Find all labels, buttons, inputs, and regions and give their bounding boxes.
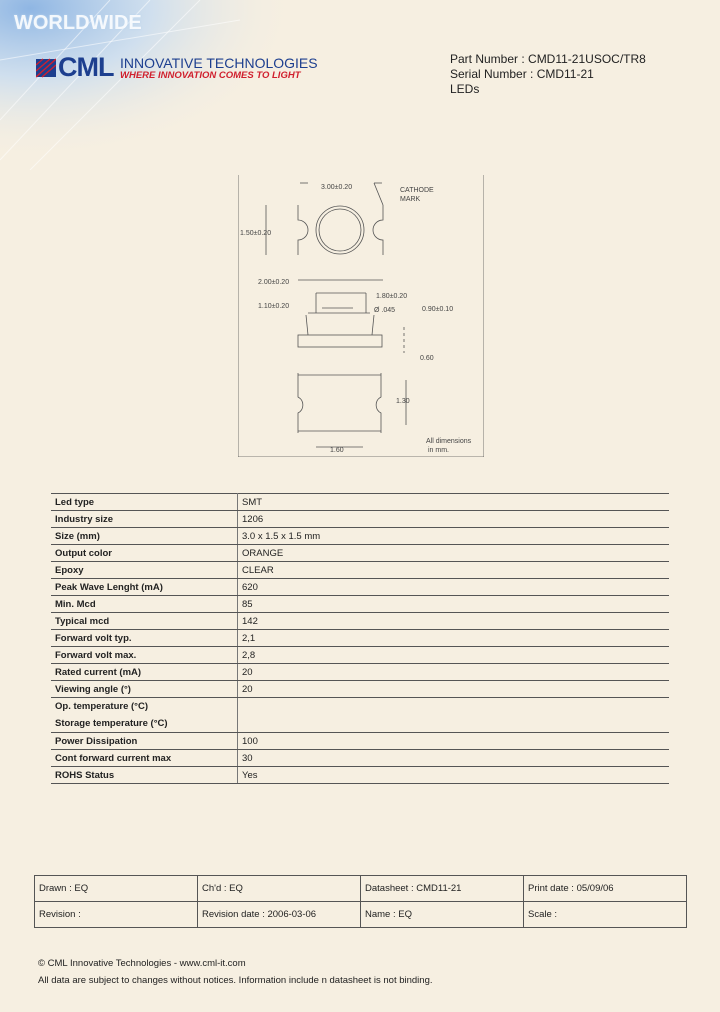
revision-table-row [35, 876, 687, 902]
spec-label: Output color [51, 545, 238, 562]
spec-row [51, 647, 669, 664]
worldwide-watermark: WORLDWIDE [14, 12, 142, 34]
brand-tagline: WHERE INNOVATION COMES TO LIGHT [120, 70, 301, 81]
spec-label: Peak Wave Lenght (mA) [51, 579, 238, 596]
dim-180-label: 1.80±0.20 [376, 293, 408, 300]
spec-value: 85 [238, 596, 670, 613]
dim-length-label: 3.00±0.20 [321, 184, 353, 191]
spec-label: Min. Mcd [51, 596, 238, 613]
part-info [450, 52, 646, 97]
dim-height-label: 1.50±0.20 [240, 230, 272, 237]
spec-row [51, 733, 669, 750]
copyright-text: © CML Innovative Technologies - www.cml-it.com [38, 958, 246, 969]
spec-value: ORANGE [238, 545, 670, 562]
spec-label: Viewing angle (°) [51, 681, 238, 698]
drawn-cell: Drawn : EQ [35, 876, 198, 902]
name-cell: Name : EQ [361, 902, 524, 928]
dim-110-label: 1.10±0.20 [258, 303, 290, 310]
dim-160-label: 1.60 [330, 447, 344, 454]
spec-row [51, 767, 669, 784]
spec-row [51, 698, 669, 733]
spec-value: 142 [238, 613, 670, 630]
spec-label: Led type [51, 494, 238, 511]
spec-label: ROHS Status [51, 767, 238, 784]
brand-name: CML [58, 52, 114, 82]
scale-cell: Scale : [524, 902, 687, 928]
spec-label: Rated current (mA) [51, 664, 238, 681]
spec-label [51, 698, 238, 733]
spec-row [51, 613, 669, 630]
spec-value: SMT [238, 494, 670, 511]
spec-row [51, 545, 669, 562]
spec-value: 20 [238, 681, 670, 698]
mark-label: MARK [400, 196, 421, 203]
logo-emblem-icon [36, 57, 56, 79]
spec-value: 3.0 x 1.5 x 1.5 mm [238, 528, 670, 545]
disclaimer-text: All data are subject to changes without notices. Information include n datasheet is not binding. [38, 975, 433, 986]
dim-2-label: 2.00±0.20 [258, 279, 290, 286]
revision-cell: Revision : [35, 902, 198, 928]
spec-row [51, 664, 669, 681]
spec-row [51, 630, 669, 647]
dim-130-label: 1.30 [396, 398, 410, 405]
spec-label: Typical mcd [51, 613, 238, 630]
dimensions-unit-note: in mm. [428, 447, 449, 454]
spec-row [51, 511, 669, 528]
spec-label-line: Op. temperature (°C) [55, 701, 149, 712]
dimension-drawing [238, 175, 484, 457]
spec-row [51, 681, 669, 698]
spec-row [51, 494, 669, 511]
cathode-label: CATHODE [400, 187, 434, 194]
spec-label: Power Dissipation [51, 733, 238, 750]
spec-value: 2,8 [238, 647, 670, 664]
dimensions-note: All dimensions [426, 438, 472, 445]
spec-label: Forward volt typ. [51, 630, 238, 647]
spec-value: 620 [238, 579, 670, 596]
dim-060-label: 0.60 [420, 355, 434, 362]
dim-diameter-label: Ø .045 [374, 307, 396, 314]
cml-logo[interactable] [36, 52, 318, 86]
spec-label: Industry size [51, 511, 238, 528]
specs-table [51, 493, 669, 784]
spec-label: Size (mm) [51, 528, 238, 545]
print-date-cell: Print date : 05/09/06 [524, 876, 687, 902]
spec-value: CLEAR [238, 562, 670, 579]
revision-table [34, 875, 687, 928]
product-category: LEDs [450, 82, 480, 96]
serial-number: Serial Number : CMD11-21 [450, 67, 594, 81]
checked-cell: Ch'd : EQ [198, 876, 361, 902]
revision-table-row [35, 902, 687, 928]
spec-value: 20 [238, 664, 670, 681]
spec-label: Epoxy [51, 562, 238, 579]
spec-label: Forward volt max. [51, 647, 238, 664]
spec-value: 30 [238, 750, 670, 767]
footer-notes [38, 955, 433, 989]
spec-row [51, 528, 669, 545]
spec-value [238, 698, 670, 733]
brand-line: INNOVATIVE TECHNOLOGIES [120, 55, 318, 71]
datasheet-cell: Datasheet : CMD11-21 [361, 876, 524, 902]
spec-row [51, 579, 669, 596]
spec-value: 2,1 [238, 630, 670, 647]
spec-value: Yes [238, 767, 670, 784]
revision-date-cell: Revision date : 2006-03-06 [198, 902, 361, 928]
spec-value: 1206 [238, 511, 670, 528]
spec-row [51, 596, 669, 613]
spec-label-line: Storage temperature (°C) [55, 718, 168, 729]
part-number: Part Number : CMD11-21USOC/TR8 [450, 52, 646, 66]
spec-label: Cont forward current max [51, 750, 238, 767]
spec-value: 100 [238, 733, 670, 750]
spec-row [51, 562, 669, 579]
spec-row [51, 750, 669, 767]
dim-090-label: 0.90±0.10 [422, 306, 454, 313]
